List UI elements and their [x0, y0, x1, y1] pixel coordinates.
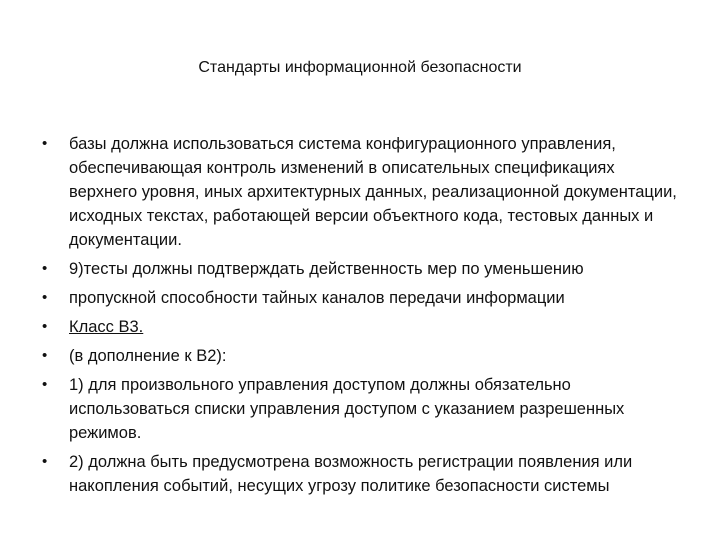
- bullet-item: • 2) должна быть предусмотрена возможность регистрации появления или накопления событий, несущих угрозу политике безопасности системы: [42, 450, 682, 498]
- bullet-item: • (в дополнение к B2):: [42, 344, 682, 368]
- bullet-item: • 9)тесты должны подтверждать действенность мер по уменьшению: [42, 257, 682, 281]
- class-b3-heading: • Класс B3.: [42, 315, 682, 339]
- bullet-item: • 1) для произвольного управления доступом должны обязательно использоваться списки управления доступом с указанием разрешенных режимов.: [42, 373, 682, 445]
- slide-title: Стандарты информационной безопасности: [198, 59, 522, 76]
- bullet-item: • базы должна использоваться система конфигурационного управления, обеспечивающая контроль изменений в описательных спецификациях верхнего уровня, иных архитектурных данных, реализационной документации, исходных текстах, работающей версии объектного кода, тестовых данных и документации.: [42, 132, 682, 252]
- bullet-list: [42, 132, 682, 503]
- bullet-item: • пропускной способности тайных каналов передачи информации: [42, 286, 682, 310]
